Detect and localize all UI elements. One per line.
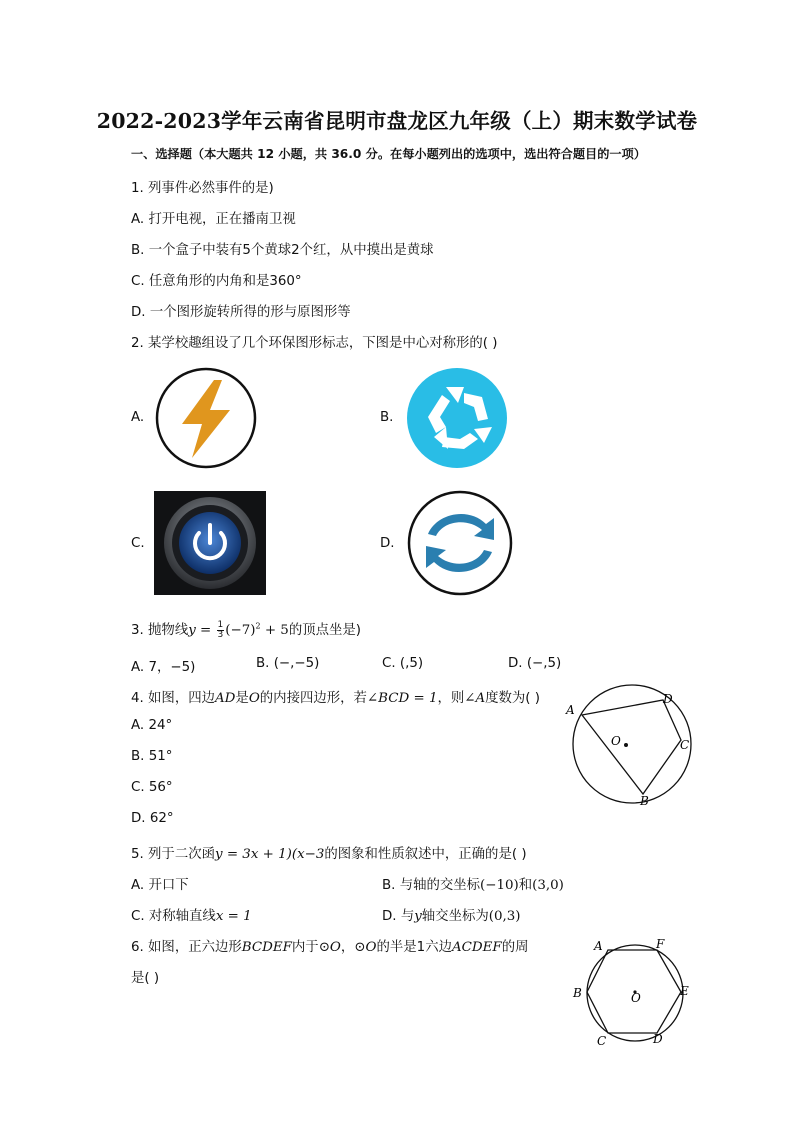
point-label-b: B: [640, 794, 649, 808]
question-5-text-2: 的图象和性质叙述中，正确的是( ): [324, 847, 527, 862]
point-label-b: B: [573, 986, 582, 1000]
question-1-stem: 1. 列事件必然事件的是): [131, 181, 274, 196]
question-4-math-2: O: [248, 691, 260, 706]
question-3-option-b: B. (−,−5): [256, 656, 320, 671]
point-label-f: F: [656, 937, 665, 951]
point-label-o: O: [611, 734, 621, 748]
question-4-text-4: ，则: [437, 691, 465, 706]
question-4-math-3: ∠BCD = 1: [366, 691, 438, 706]
option-d-math-2: (0,3): [488, 909, 521, 924]
question-4-option-c: C. 56°: [131, 780, 173, 795]
question-4-text-2: 是: [235, 691, 249, 706]
question-6-figure: [565, 935, 700, 1050]
option-d-text-1: D. 与: [382, 909, 415, 924]
point-label-c: C: [597, 1034, 607, 1048]
option-d-math-1: y: [414, 909, 422, 924]
question-4-math-1: AD: [215, 691, 236, 706]
question-6-text-1: 6. 如图，正六边形: [131, 940, 242, 955]
point-label-o: O: [631, 991, 641, 1005]
question-6-stem-line-2: 是( ): [131, 971, 160, 986]
question-3-equals: =: [195, 623, 216, 638]
question-4-option-b: B. 51°: [131, 749, 173, 764]
question-2-stem: 2. 某学校趣组设了几个环保图形标志，下图是中心对称形的( ): [131, 336, 498, 351]
quadrilateral-abcd: [582, 700, 681, 794]
point-label-e: E: [680, 984, 689, 998]
question-4-text-5: 度数为( ): [485, 691, 541, 706]
question-5-text-1: 5. 列于二次函: [131, 847, 215, 862]
question-3-option-c: C. (,5): [382, 656, 424, 671]
question-4-text-1: 4. 如图，四边: [131, 691, 215, 706]
option-c-text: C. 对称轴直线: [131, 909, 216, 924]
option-b-math-1: (−10): [480, 878, 519, 893]
question-2-label-d: D.: [380, 536, 395, 551]
question-2-label-b: B.: [380, 410, 394, 425]
question-1-option-d: D. 一个图形旋转所得的形与原图形等: [131, 305, 351, 320]
circular-arrows-logo-icon: [406, 490, 514, 596]
question-6-math-1: BCDEF: [241, 940, 292, 955]
question-2-label-c: C.: [131, 536, 145, 551]
power-button-logo-icon: [154, 491, 266, 595]
page-title: 2022-2023学年云南省昆明市盘龙区九年级（上）期末数学试卷: [96, 109, 698, 133]
circle-o: [573, 685, 691, 803]
question-1-option-b: B. 一个盒子中装有5个黄球2个红，从中摸出是黄球: [131, 243, 434, 258]
question-6-text-4: 的半是1六边: [376, 940, 452, 955]
question-4-stem: [131, 687, 540, 706]
point-label-a: A: [566, 703, 575, 717]
question-3-prefix: 3. 抛物线: [131, 623, 189, 638]
question-3-exponent: 2: [255, 621, 261, 631]
question-6-text-2: 内于: [291, 940, 319, 955]
question-4-text-3: 的内接四边形，若: [259, 691, 367, 706]
question-3-fraction: [217, 621, 225, 640]
question-4-option-d: D. 62°: [131, 811, 174, 826]
fraction-numerator: 1: [217, 619, 224, 630]
question-6-math-4: ACDEF: [451, 940, 502, 955]
question-6-math-2: ⊙O: [318, 940, 341, 955]
question-5-option-b: [382, 874, 564, 893]
question-3-var-y: y: [188, 623, 196, 638]
option-b-and: 和: [518, 878, 533, 893]
question-3-paren: (−7): [225, 623, 256, 638]
question-3-tail: + 5: [260, 623, 289, 638]
point-label-a: A: [594, 939, 603, 953]
lightning-bolt-logo-icon: [154, 366, 258, 470]
question-6-stem: [131, 936, 528, 955]
question-5-option-d: [382, 905, 521, 924]
question-4-option-a: A. 24°: [131, 718, 173, 733]
option-b-text: B. 与轴的交坐标: [382, 878, 481, 893]
point-label-d: D: [653, 1032, 663, 1046]
question-4-figure: [560, 682, 700, 812]
question-1-option-a: A. 打开电视，正在播南卫视: [131, 212, 296, 227]
question-5-math-1: y = 3x + 1)(x−3: [215, 847, 325, 862]
point-label-c: C: [680, 738, 690, 752]
option-c-math: x = 1: [215, 909, 252, 924]
point-label-d: D: [663, 692, 673, 706]
question-5-option-a: A. 开口下: [131, 878, 189, 893]
question-2-label-a: A.: [131, 410, 145, 425]
center-point: [624, 743, 628, 747]
question-3-option-d: D. (−,5): [508, 656, 562, 671]
fraction-denominator: 3: [217, 629, 224, 640]
section-heading: 一、选择题（本大题共 12 小题，共 36.0 分。在每小题列出的选项中，选出符合题目的一项）: [131, 147, 646, 161]
question-1-option-c: C. 任意角形的内角和是360°: [131, 274, 302, 289]
question-4-math-4: ∠A: [464, 691, 486, 706]
question-5-stem: [131, 843, 527, 862]
option-d-text-2: 轴交坐标为: [421, 909, 489, 924]
question-3-stem: [131, 619, 361, 640]
question-3-option-a: A. 7，−5): [131, 660, 196, 675]
question-3-suffix: 的顶点坐是): [288, 623, 362, 638]
recycle-arrows-logo-icon: [406, 367, 508, 469]
question-6-math-3: ⊙O: [354, 940, 377, 955]
question-5-option-c: [131, 905, 252, 924]
question-6-text-3: ，: [340, 940, 355, 955]
option-b-math-2: (3,0): [532, 878, 564, 893]
question-6-text-5: 的周: [501, 940, 529, 955]
